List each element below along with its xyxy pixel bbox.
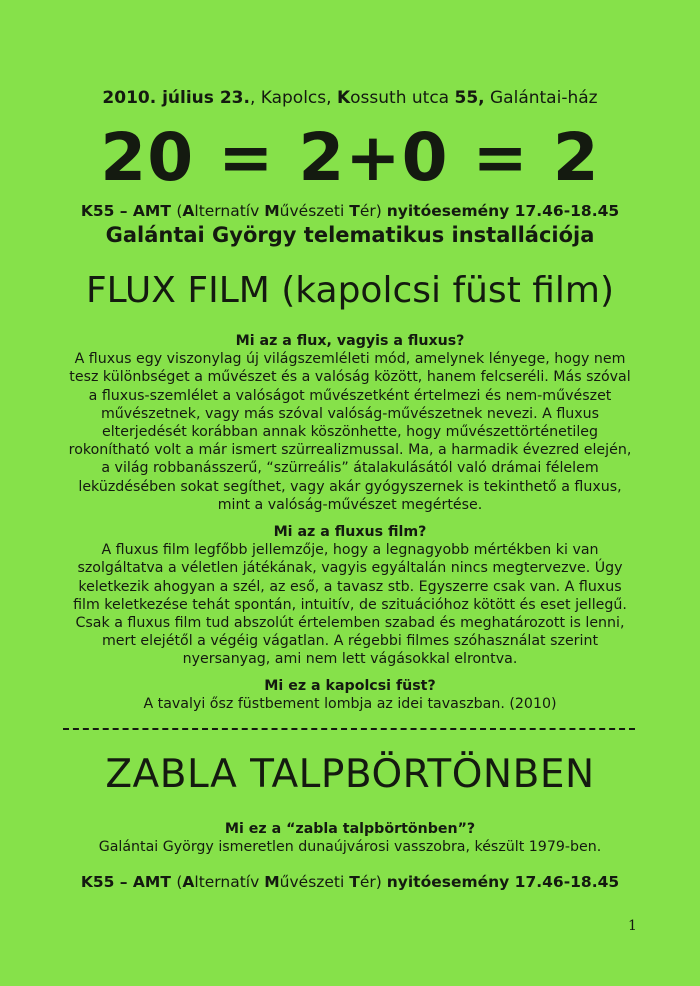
- section-question: Mi ez a “zabla talpbörtönben”?: [224, 821, 476, 837]
- initial-t: T: [349, 873, 360, 891]
- word-alternativ: lternatív: [194, 202, 265, 220]
- text-line: film keletkezése tehát spontán, intuitív, de szituációhoz kötött és eset jellegű.: [73, 596, 627, 613]
- event-date: 2010. július 23.: [102, 88, 250, 108]
- initial-a: A: [182, 873, 195, 891]
- installation-subtitle: Galántai György telematikus installációja: [105, 223, 595, 247]
- section-fluxus-film: [40, 523, 660, 669]
- text-line: művészetnek, vagy más szóval valóság-művészetnek nevezi. A fluxus: [100, 405, 600, 422]
- section-question: Mi ez a kapolcsi füst?: [264, 678, 436, 694]
- text-line: Csak a fluxus film tud abszolút értelemben szabad és meghatározott is lenni,: [75, 615, 625, 632]
- word-ter: ér): [359, 202, 387, 220]
- text-line: tesz különbséget a művészet és a valóság között, hanem felcseréli. Más szóval: [69, 369, 631, 386]
- text-line: A fluxus film legfőbb jellemzője, hogy a legnagyobb mértékben ki van: [101, 542, 599, 559]
- initial-m: M: [264, 202, 280, 220]
- section-flux: [40, 332, 660, 514]
- initial-a: A: [182, 202, 195, 220]
- text-line: a világ robbanásszerű, “szürreális” átalakulásától való drámai félelem: [101, 460, 599, 477]
- page-number: 1: [628, 918, 637, 934]
- venue-name: Galántai-ház: [484, 88, 598, 108]
- section-question: Mi az a fluxus film?: [273, 524, 427, 540]
- word-ter: ér): [359, 873, 387, 891]
- event-time: nyitóesemény 17.46-18.45: [386, 202, 620, 220]
- text-line: a fluxus-szemlélet a valóságot művészetként értelmezi és nem-művészet: [88, 387, 612, 404]
- k55-prefix: K55 – AMT: [80, 202, 177, 220]
- flux-film-title: FLUX FILM (kapolcsi füst film): [85, 270, 615, 311]
- street-name: ossuth utca: [350, 88, 455, 108]
- text-line: A fluxus egy viszonylag új világszemléleti mód, amelynek lényege, hogy nem: [74, 351, 626, 368]
- text-line: rokonítható volt a már ismert szürrealizmussal. Ma, a harmadik évezred elején,: [68, 442, 632, 459]
- section-kapolcsi-fust: [40, 677, 660, 713]
- text-line: A tavalyi ősz füstbement lombja az idei tavaszban. (2010): [143, 696, 557, 713]
- text-line: elterjedését korábban annak köszönhette, hogy művészettörténetileg: [101, 424, 599, 441]
- initial-m: M: [264, 873, 280, 891]
- paren: (: [176, 873, 183, 891]
- event-time: nyitóesemény 17.46-18.45: [386, 873, 620, 891]
- text-line: mert elejétől a végéig vágatlan. A régebbi filmes szóhasználat szerint: [101, 633, 599, 650]
- word-muveszeti: űvészeti: [279, 202, 350, 220]
- text-line: mint a valóság-művészet megértése.: [217, 496, 483, 513]
- street-initial: K: [336, 88, 351, 108]
- text-line: leküzdésében sokat segíthet, vagy akár gyógyszernek is tekinthető a fluxus,: [78, 478, 622, 495]
- opening-event-line-bottom: [0, 873, 700, 891]
- word-muveszeti: űvészeti: [279, 873, 350, 891]
- event-place: , Kapolcs,: [249, 88, 337, 108]
- word-alternativ: lternatív: [194, 873, 265, 891]
- dashed-divider: [63, 728, 635, 730]
- initial-t: T: [349, 202, 360, 220]
- text-line: szolgáltatva a véletlen játékának, vagyis egyáltalán nincs megtervezve. Úgy: [77, 560, 623, 577]
- paren: (: [176, 202, 183, 220]
- section-zabla: [40, 820, 660, 856]
- opening-event-line-top: [0, 202, 700, 220]
- text-line: nyersanyag, ami nem lett vágásokkal elrontva.: [182, 651, 518, 668]
- section-question: Mi az a flux, vagyis a fluxus?: [235, 333, 465, 349]
- k55-prefix: K55 – AMT: [80, 873, 177, 891]
- text-line: Galántai György ismeretlen dunaújvárosi vasszobra, készült 1979-ben.: [98, 839, 602, 856]
- street-number: 55,: [454, 88, 485, 108]
- text-line: keletkezik ahogyan a szél, az eső, a tavasz stb. Egyszerre csak van. A fluxus: [78, 578, 622, 595]
- equation-title: 20 = 2+0 = 2: [100, 119, 600, 196]
- zabla-title: ZABLA TALPBÖRTÖNBEN: [105, 752, 595, 797]
- event-dateline: [0, 88, 700, 108]
